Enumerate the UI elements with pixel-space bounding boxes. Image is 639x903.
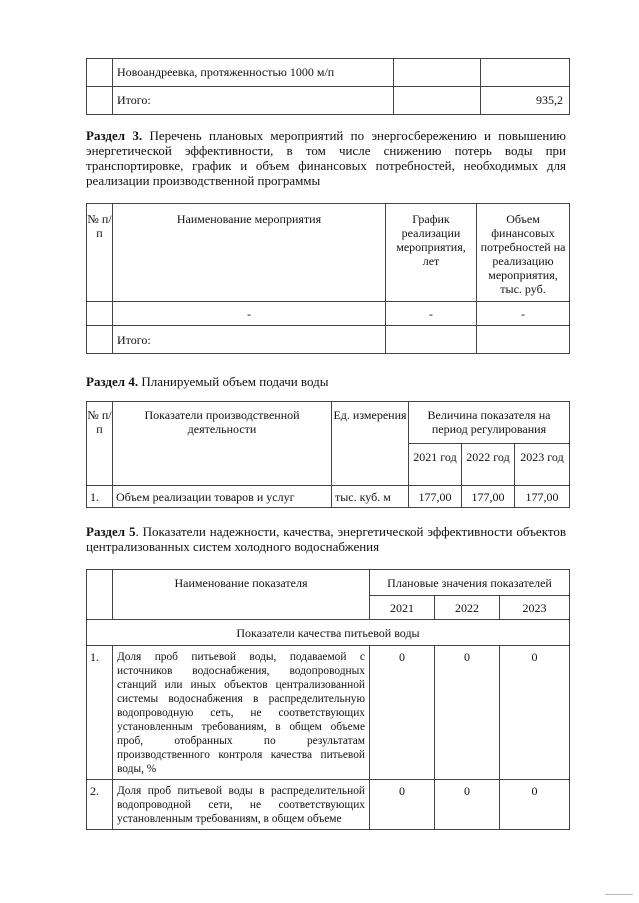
header-num: № п/п bbox=[87, 402, 113, 486]
section5-text: . Показатели надежности, качества, энергетической эффективности объектов централизованных систем холодного водоснабжения bbox=[86, 524, 566, 554]
section5-label: Раздел 5 bbox=[86, 524, 136, 539]
cell-num: 1. bbox=[87, 646, 113, 780]
cell-name bbox=[113, 59, 394, 87]
cell-2021: 0 bbox=[370, 646, 435, 780]
cell-num: 2. bbox=[87, 780, 113, 830]
cell-2021: 177,00 bbox=[409, 486, 462, 508]
cell-2023: 0 bbox=[500, 780, 570, 830]
cell-volume bbox=[481, 87, 570, 115]
cell-2023: 177,00 bbox=[515, 486, 570, 508]
section4-label: Раздел 4. bbox=[86, 374, 139, 389]
cell-text: Доля проб питьевой воды, подаваемой с источников водоснабжения, водопроводных станций или иных объектов централизованной системы водоснабжения в распределительную водопроводную сеть, не соответствующих установленным требованиям, в общем объеме проб, отобранных по результатам производственного контроля качества питьевой воды, % bbox=[113, 646, 370, 780]
header-2023: 2023 bbox=[500, 596, 570, 620]
scan-mark bbox=[605, 894, 633, 895]
section4-table bbox=[86, 401, 570, 508]
cell-num bbox=[87, 302, 113, 326]
header-2022: 2022 год bbox=[462, 444, 515, 486]
header-volume: Объем финансовых потребностей на реализацию мероприятия, тыс. руб. bbox=[477, 204, 570, 302]
cell-name: - bbox=[113, 302, 386, 326]
header-name: Наименование показателя bbox=[113, 570, 370, 620]
total-label: Итого: bbox=[117, 333, 151, 347]
group-header: Показатели качества питьевой воды bbox=[87, 620, 570, 646]
cell-2022: 177,00 bbox=[462, 486, 515, 508]
cell-2023: 0 bbox=[500, 646, 570, 780]
cell-schedule bbox=[394, 59, 481, 87]
section5-table bbox=[86, 569, 570, 830]
section4-text: Планируемый объем подачи воды bbox=[141, 374, 329, 389]
section4-heading bbox=[86, 374, 566, 389]
cell-volume bbox=[477, 326, 570, 354]
cell-2021: 0 bbox=[370, 780, 435, 830]
header-2021: 2021 bbox=[370, 596, 435, 620]
header-indicator: Показатели производственной деятельности bbox=[113, 402, 332, 486]
cell-schedule bbox=[386, 326, 477, 354]
cell-unit: тыс. куб. м bbox=[332, 486, 409, 508]
section3-heading bbox=[86, 128, 566, 188]
section3-text: Перечень плановых мероприятий по энергосбережению и повышению энергетической эффективности, в том числе снижению потерь воды при транспортировке, график и объем финансовых потребностей, необходимых для реализации производственной программы bbox=[86, 128, 566, 188]
top-table bbox=[86, 58, 570, 115]
header-unit: Ед. измерения bbox=[332, 402, 409, 486]
cell-num: 1. bbox=[87, 486, 113, 508]
cell-schedule: - bbox=[386, 302, 477, 326]
row-name: Новоандреевка, протяженностью 1000 м/п bbox=[117, 65, 335, 79]
cell-name bbox=[113, 326, 386, 354]
header-period: Величина показателя на период регулирования bbox=[409, 402, 570, 444]
section5-heading bbox=[86, 524, 566, 554]
cell-text: Доля проб питьевой воды в распределительной водопроводной сети, не соответствующих установленным требованиям, в общем объеме bbox=[113, 780, 370, 830]
header-2023: 2023 год bbox=[515, 444, 570, 486]
header-2022: 2022 bbox=[435, 596, 500, 620]
cell-num bbox=[87, 326, 113, 354]
cell-indicator: Объем реализации товаров и услуг bbox=[113, 486, 332, 508]
header-num bbox=[87, 570, 113, 620]
cell-num bbox=[87, 87, 113, 115]
cell-num bbox=[87, 59, 113, 87]
header-2021: 2021 год bbox=[409, 444, 462, 486]
total-label: Итого: bbox=[117, 93, 151, 107]
section3-table bbox=[86, 203, 570, 354]
header-num: № п/п bbox=[87, 204, 113, 302]
header-planned: Плановые значения показателей bbox=[370, 570, 570, 596]
header-name: Наименование мероприятия bbox=[113, 204, 386, 302]
cell-2022: 0 bbox=[435, 646, 500, 780]
cell-volume: - bbox=[477, 302, 570, 326]
cell-name bbox=[113, 87, 394, 115]
cell-schedule bbox=[394, 87, 481, 115]
cell-volume bbox=[481, 59, 570, 87]
total-value: 935,2 bbox=[536, 93, 563, 107]
header-schedule: График реализации мероприятия, лет bbox=[386, 204, 477, 302]
section3-label: Раздел 3. bbox=[86, 128, 143, 143]
cell-2022: 0 bbox=[435, 780, 500, 830]
